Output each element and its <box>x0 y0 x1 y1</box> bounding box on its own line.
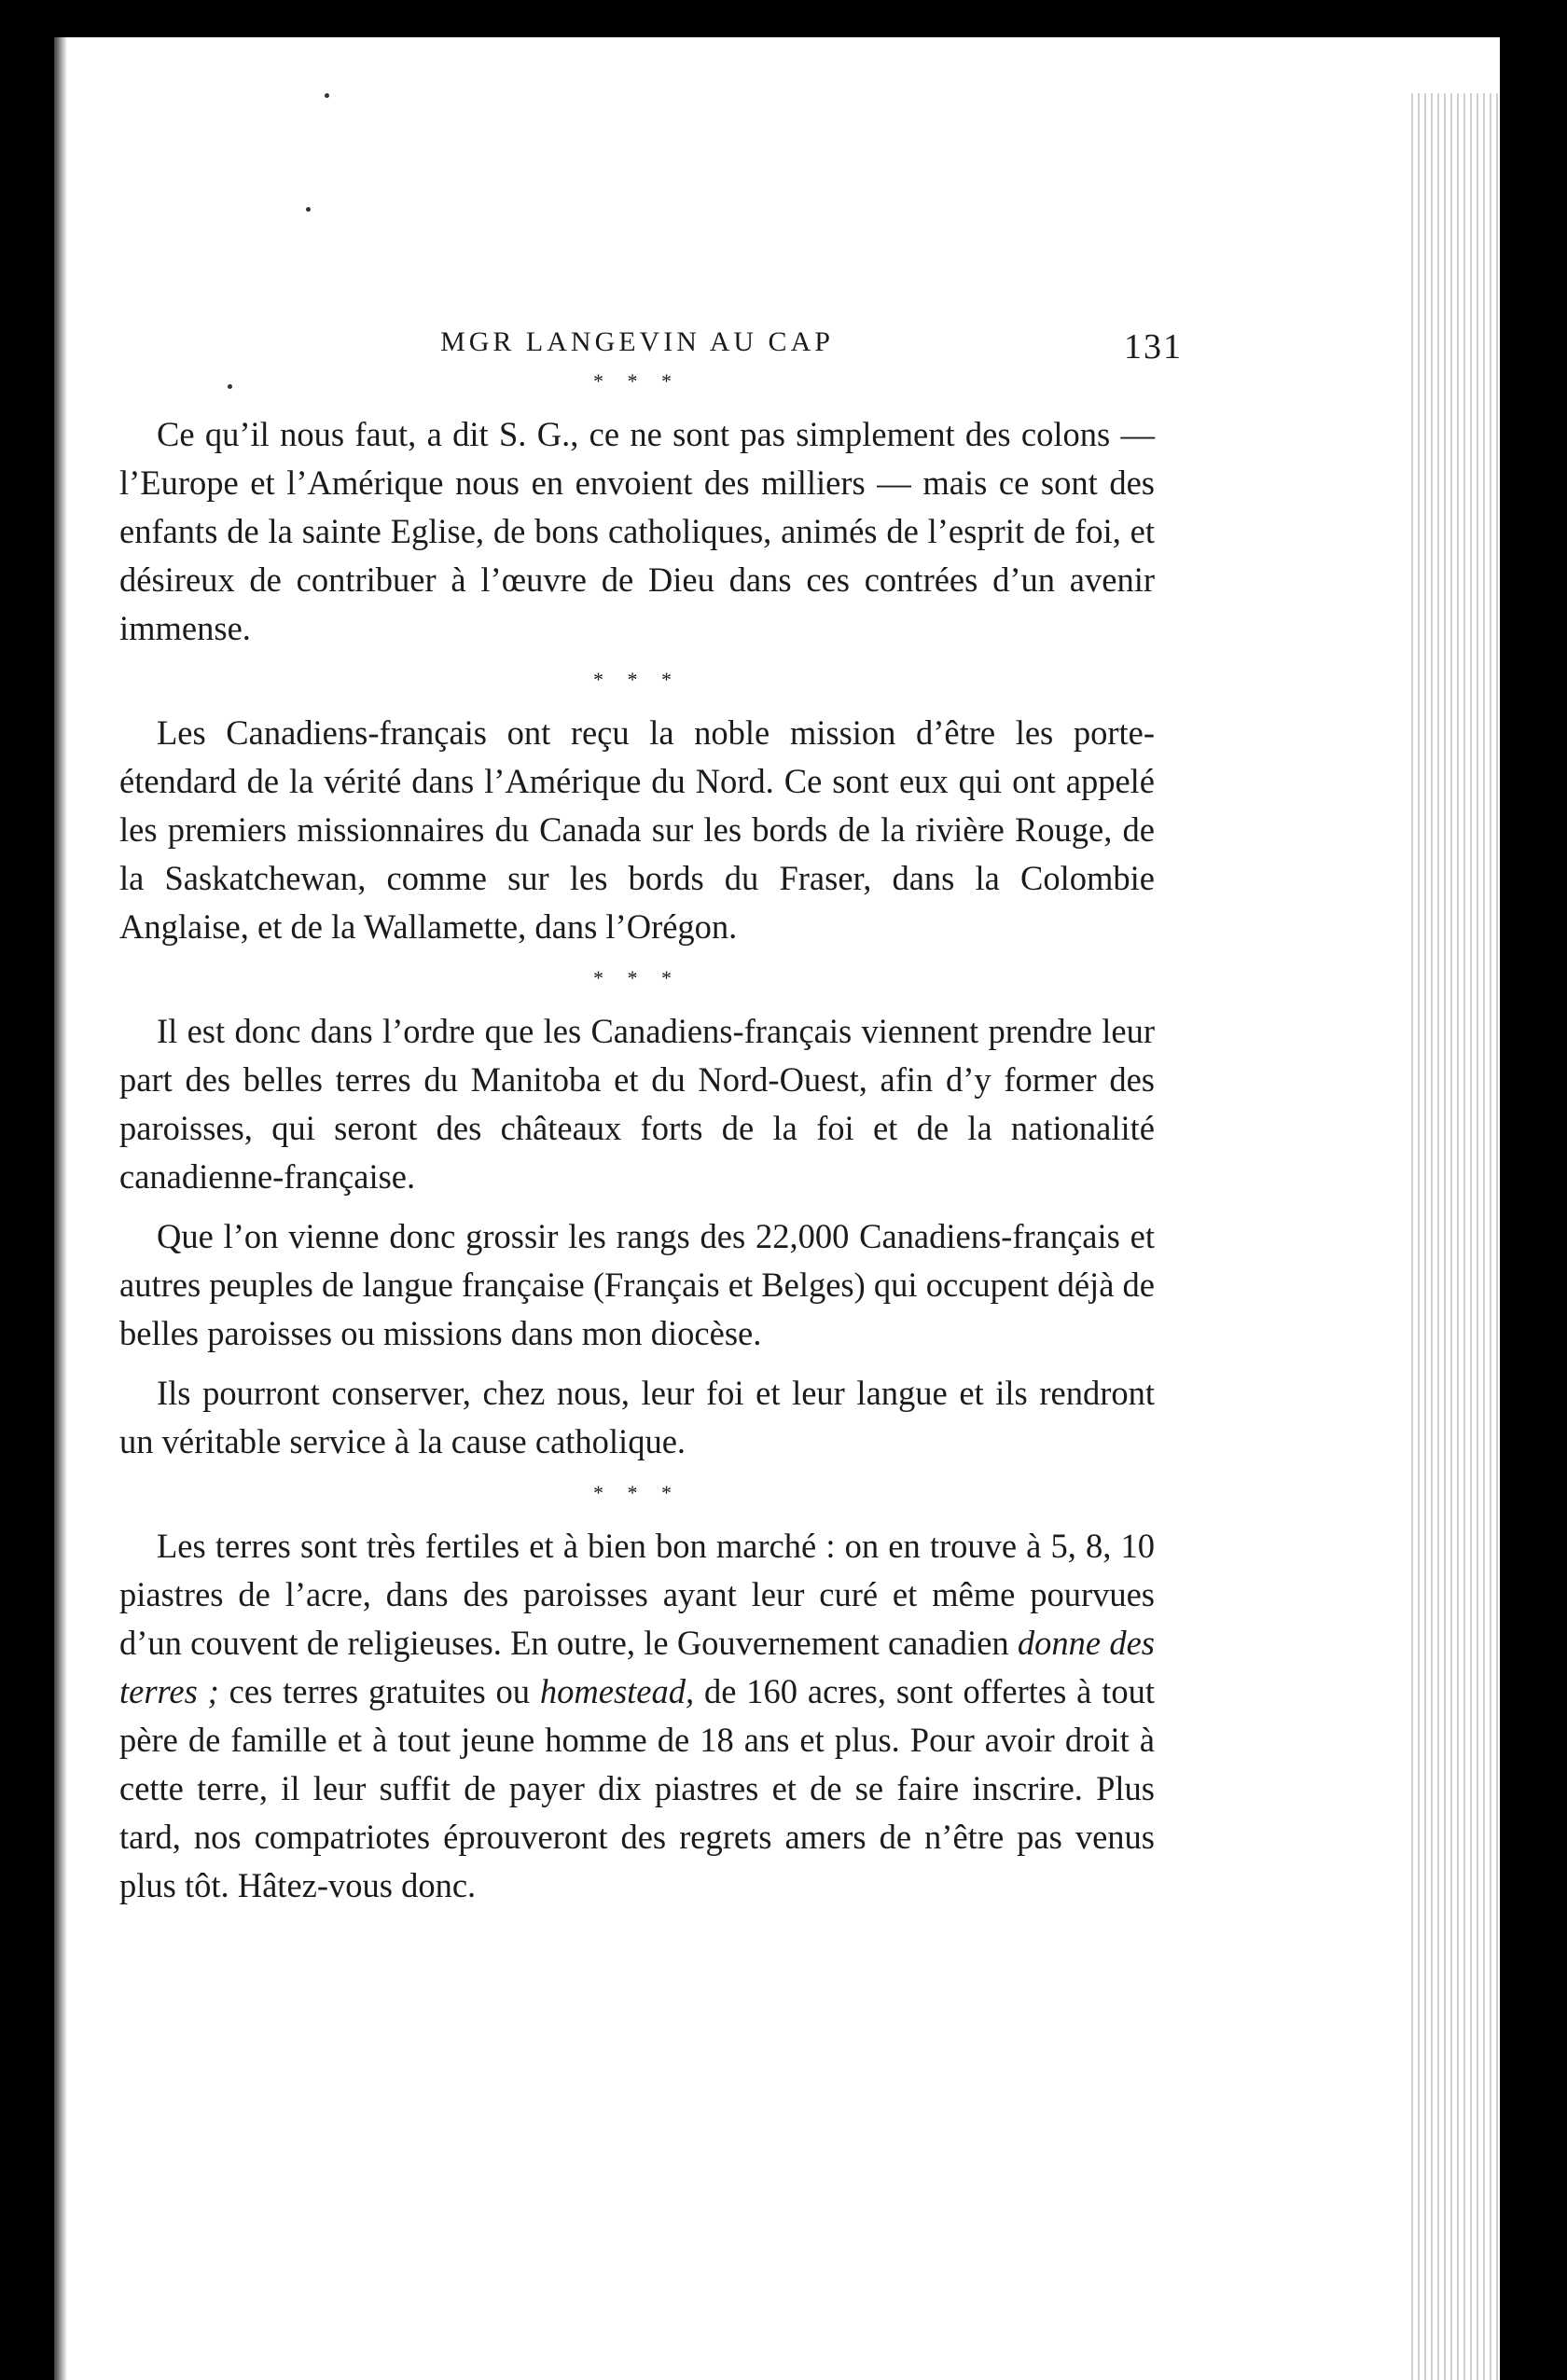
italic-text: donne des terres ; <box>119 1624 1155 1710</box>
paragraph <box>119 1522 1155 1910</box>
page-number: 131 <box>1124 327 1183 367</box>
paragraph: Ils pourront conserver, chez nous, leur foi et leur langue et ils rendront un véritable service à la cause catholique. <box>119 1374 1155 1460</box>
paragraph: Ce qu’il nous faut, a dit S. G., ce ne sont pas simplement des colons — l’Europe et l’Amérique nous en envoient des milliers — mais ce sont des enfants de la sainte Eglise, de bons catholiques, animés de l’esprit de foi, et désireux de contribuer à l’œuvre de Dieu dans ces contrées d’un avenir immense. <box>119 415 1155 647</box>
paragraph: Il est donc dans l’ordre que les Canadiens-français viennent prendre leur part des belles terres du Manitoba et du Nord-Ouest, afin d’y former des paroisses, qui seront des châteaux forts de la foi et de la nationalité canadienne-française. <box>119 1012 1155 1196</box>
section-separator: * * * <box>593 966 681 989</box>
section-separator: * * * <box>593 369 681 393</box>
paragraph: Que l’on vienne donc grossir les rangs des 22,000 Canadiens-français et autres peuples de langue française (Français et Belges) qui occupent déjà de belles paroisses ou missions dans mon diocèse. <box>119 1217 1155 1352</box>
text-run: Les terres sont très fertiles et à bien bon marché : on en trouve à 5, 8, 10 piastres de l’acre, dans des paroisses ayant leur curé et même pourvues d’un couvent de religieuses. En outre, le Gouvernement canadien <box>119 1527 1155 1662</box>
section-1 <box>119 369 1155 653</box>
running-title: MGR LANGEVIN AU CAP <box>440 326 834 357</box>
gutter-shadow <box>54 37 67 2380</box>
running-head <box>119 298 1183 367</box>
italic-text: homestead, <box>539 1672 695 1710</box>
speck <box>325 93 329 98</box>
page-content <box>119 298 1183 1910</box>
section-3 <box>119 966 1155 1466</box>
speck <box>306 207 311 212</box>
text-run: ces terres gratuites ou <box>218 1672 540 1710</box>
book-page <box>54 37 1500 2380</box>
section-4 <box>119 1481 1155 1910</box>
paragraph: Les Canadiens-français ont reçu la noble mission d’être les porte-étendard de la vérité dans l’Amérique du Nord. Ce sont eux qui ont appelé les premiers missionnaires du Canada sur les bords de la rivière Rouge, de la Saskatchewan, comme sur les bords du Fraser, dans la Colombie Anglaise, et de la Wallamette, dans l’Orégon. <box>119 713 1155 946</box>
page-edges <box>1407 93 1500 2380</box>
section-separator: * * * <box>593 1481 681 1504</box>
section-separator: * * * <box>593 668 681 691</box>
text-run: de 160 acres, sont offertes à tout père de famille et à tout jeune homme de 18 ans et plus. Pour avoir droit à cette terre, il leur suffit de payer dix piastres et de se faire inscrire. Plus tard, nos compatriotes éprouveront des regrets amers de n’être pas venus plus tôt. Hâtez-vous donc. <box>119 1672 1155 1904</box>
section-2 <box>119 668 1155 951</box>
